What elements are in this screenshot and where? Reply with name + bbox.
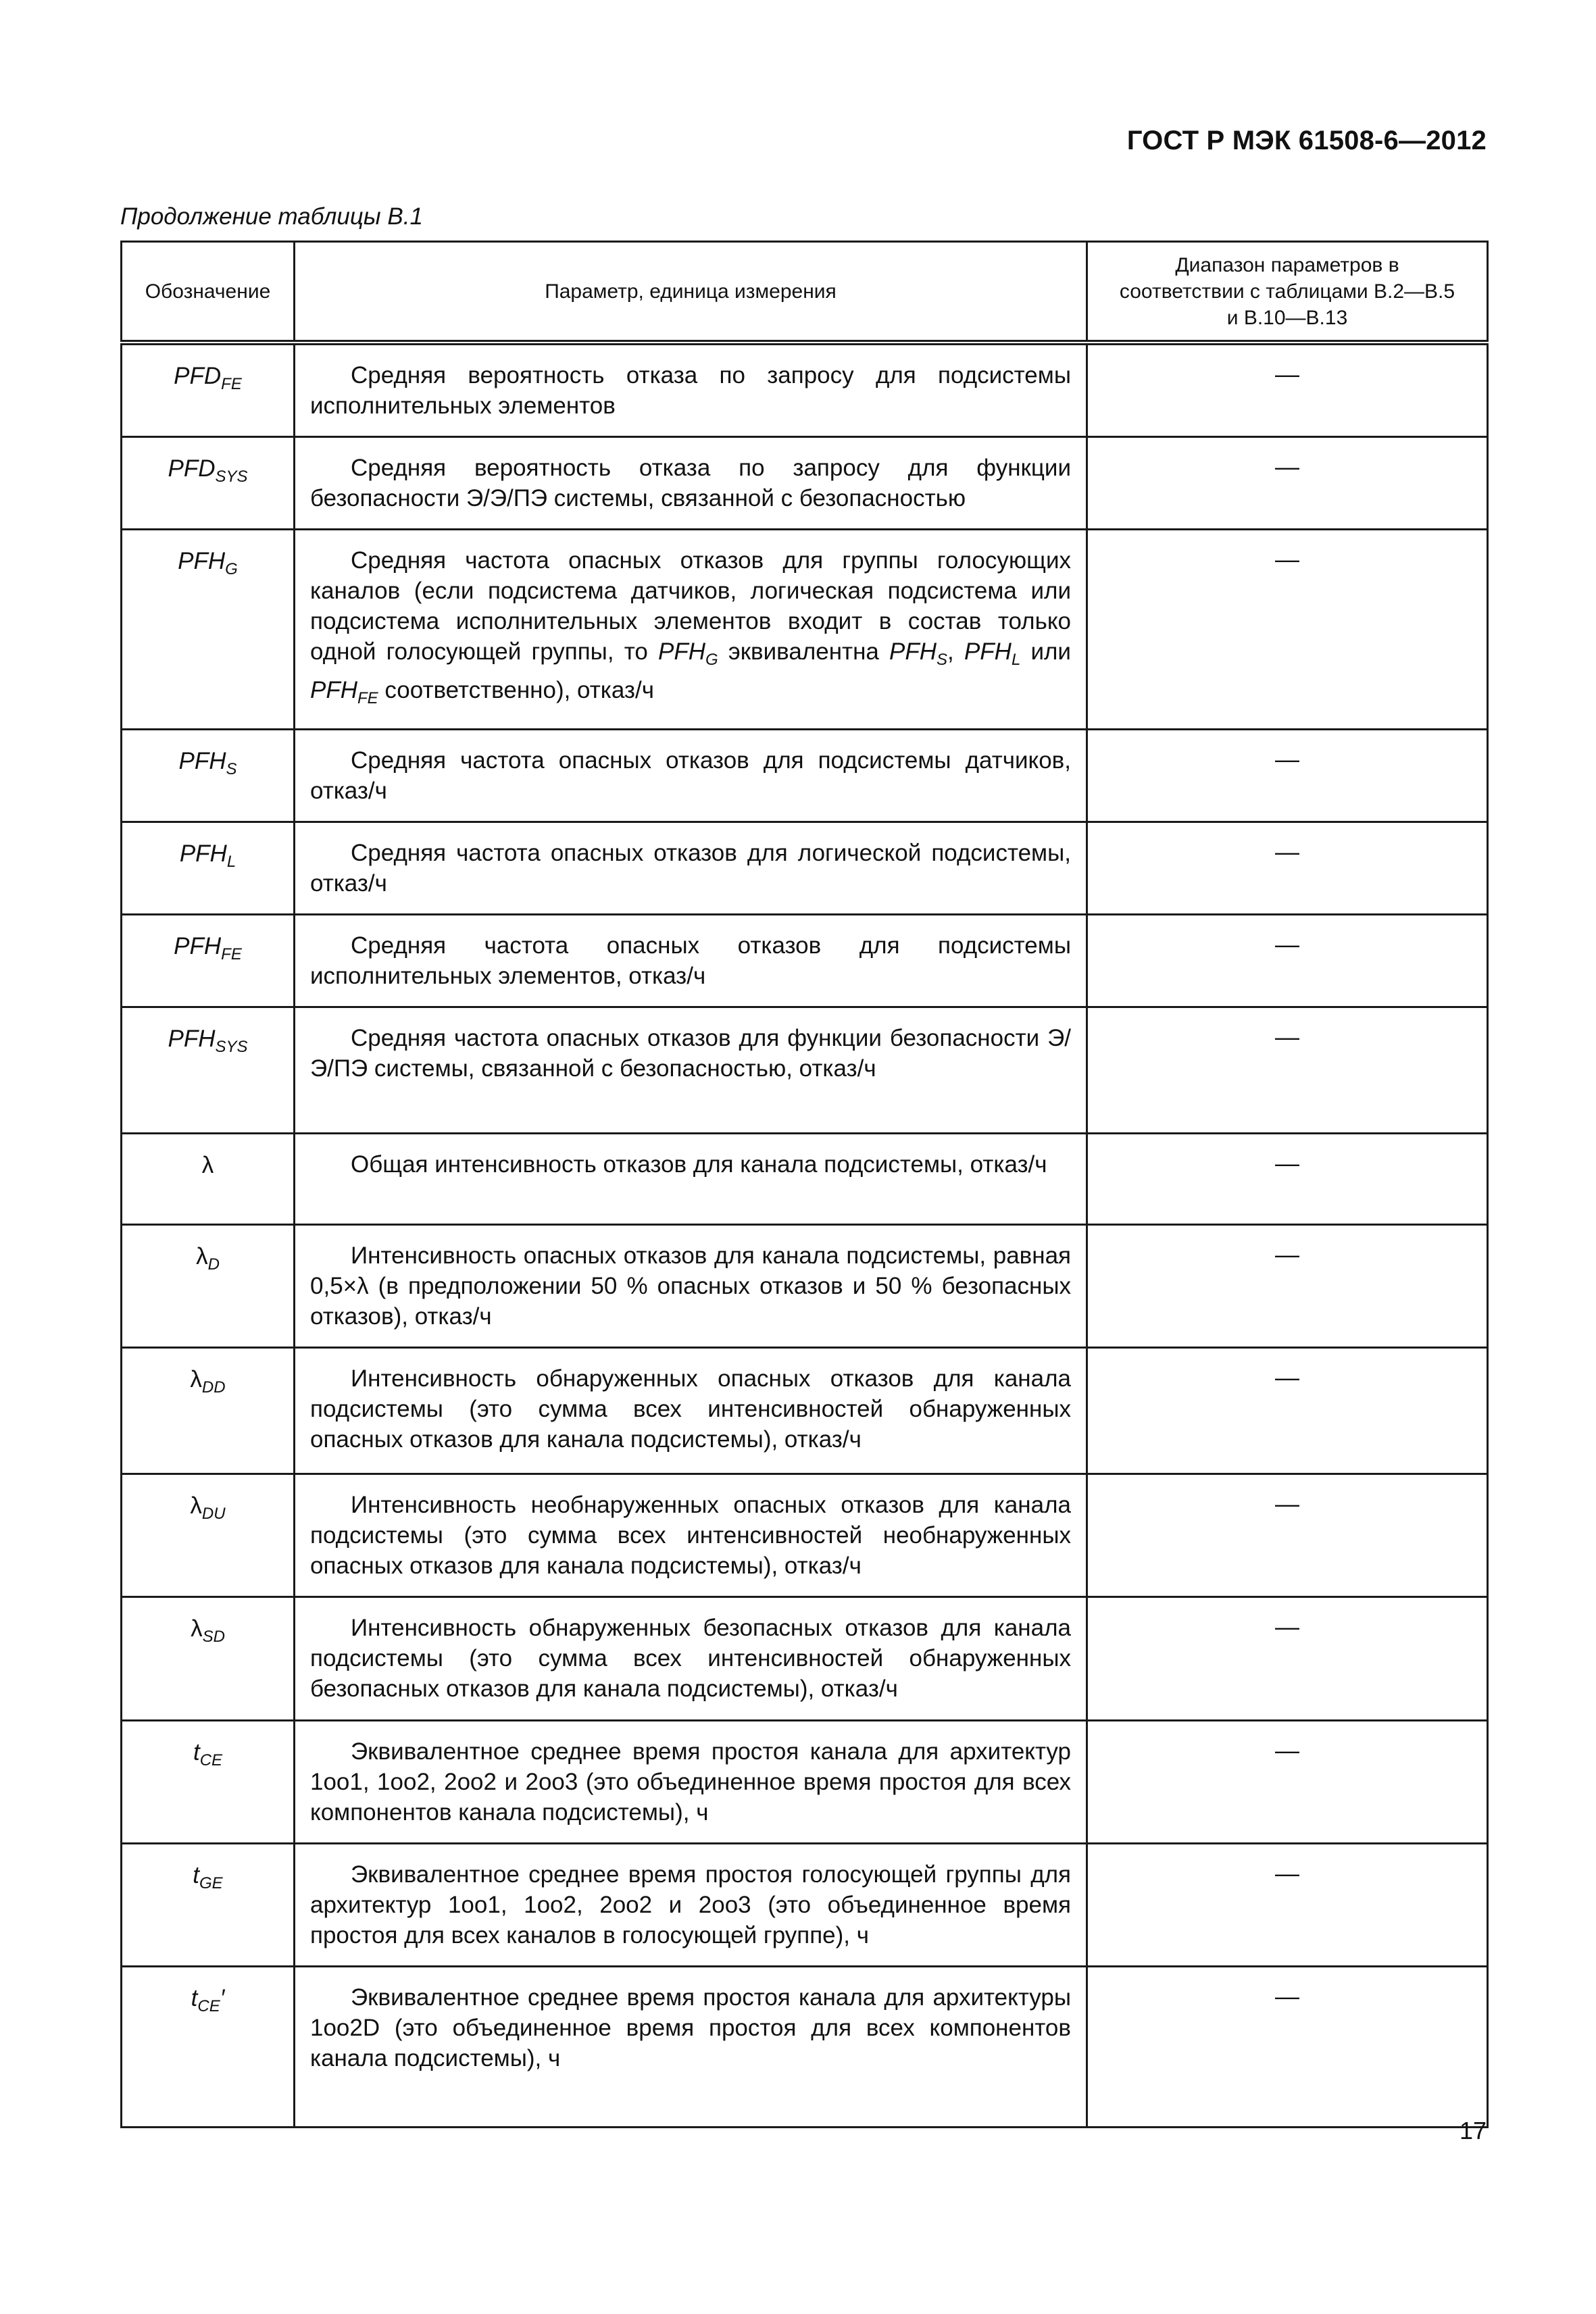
symbol-subscript: FE bbox=[221, 375, 242, 393]
symbol-subscript: S bbox=[226, 760, 237, 778]
symbol-cell bbox=[122, 1348, 295, 1474]
range-cell: — bbox=[1087, 343, 1488, 437]
symbol-text: PFH bbox=[174, 933, 222, 959]
table-header-row bbox=[122, 242, 1488, 343]
symbol-text: PFH bbox=[179, 840, 227, 867]
symbol-text: λ bbox=[201, 1152, 214, 1178]
symbol-subscript: CE bbox=[197, 1997, 220, 2015]
symbol-cell bbox=[122, 1134, 295, 1225]
table-row bbox=[122, 437, 1488, 530]
symbol-subscript: FE bbox=[221, 945, 242, 963]
table-row bbox=[122, 530, 1488, 730]
description-text: Средняя частота опасных отказов для подсистемы датчиков, отказ/ч bbox=[310, 747, 1071, 804]
description-cell bbox=[295, 1844, 1087, 1967]
inline-symbol: $PFH_{FE}$ bbox=[310, 677, 378, 707]
range-cell: — bbox=[1087, 1844, 1488, 1967]
table-row bbox=[122, 1007, 1488, 1134]
table-row bbox=[122, 1474, 1488, 1597]
table-caption: Продолжение таблицы B.1 bbox=[120, 203, 423, 230]
symbol-cell bbox=[122, 437, 295, 530]
description-text: Средняя частота опасных отказов для логической подсистемы, отказ/ч bbox=[310, 840, 1071, 897]
table-row bbox=[122, 1134, 1488, 1225]
symbol-text: λ bbox=[191, 1615, 203, 1642]
description-text: Эквивалентное среднее время простоя канала для архитектуры 1oo2D (это объединенное время простоя для всех компонентов канала подсистемы), ч bbox=[310, 1984, 1071, 2071]
symbol-text: t bbox=[193, 1862, 200, 1888]
description-cell bbox=[295, 822, 1087, 915]
description-cell bbox=[295, 730, 1087, 822]
description-cell bbox=[295, 437, 1087, 530]
symbol-cell bbox=[122, 343, 295, 437]
column-header-symbol: Обозначение bbox=[122, 242, 295, 343]
range-cell: — bbox=[1087, 1348, 1488, 1474]
symbol-cell bbox=[122, 730, 295, 822]
column-header-parameter: Параметр, единица измерения bbox=[295, 242, 1087, 343]
symbol-suffix: ′ bbox=[220, 1985, 225, 2011]
description-cell bbox=[295, 1474, 1087, 1597]
description-text: Средняя частота опасных отказов для подсистемы исполнительных элементов, отказ/ч bbox=[310, 932, 1071, 989]
range-cell: — bbox=[1087, 822, 1488, 915]
description-cell bbox=[295, 1225, 1087, 1348]
parameters-table bbox=[120, 241, 1489, 2128]
symbol-subscript: L bbox=[226, 853, 236, 871]
symbol-cell bbox=[122, 1007, 295, 1134]
description-text: Эквивалентное среднее время простоя канала для архитектур 1oo1, 1oo2, 2oo2 и 2oo3 (это объединенное время простоя для всех компонентов канала подсистемы), ч bbox=[310, 1738, 1071, 1826]
range-cell: — bbox=[1087, 530, 1488, 730]
symbol-cell bbox=[122, 915, 295, 1007]
symbol-cell bbox=[122, 1225, 295, 1348]
description-text: Средняя частота опасных отказов для функции безопасности Э/Э/ПЭ системы, связанной с безопасностью, отказ/ч bbox=[310, 1025, 1071, 1082]
table-row bbox=[122, 1967, 1488, 2128]
range-cell: — bbox=[1087, 1474, 1488, 1597]
description-cell bbox=[295, 1348, 1087, 1474]
symbol-text: PFD bbox=[168, 455, 216, 482]
symbol-text: t bbox=[193, 1739, 200, 1765]
symbol-cell bbox=[122, 530, 295, 730]
description-text: Интенсивность обнаруженных опасных отказов для канала подсистемы (это сумма всех интенсивностей обнаруженных опасных отказов для канала подсистемы), отказ/ч bbox=[310, 1365, 1071, 1453]
symbol-cell bbox=[122, 1474, 295, 1597]
range-cell: — bbox=[1087, 1721, 1488, 1844]
symbol-text: PFH bbox=[168, 1026, 216, 1052]
symbol-subscript: DD bbox=[201, 1378, 226, 1397]
symbol-subscript: SD bbox=[202, 1628, 225, 1646]
description-text: Интенсивность обнаруженных безопасных отказов для канала подсистемы (это сумма всех интенсивностей обнаруженных безопасных отказов для канала подсистемы), отказ/ч bbox=[310, 1615, 1071, 1702]
range-cell: — bbox=[1087, 1007, 1488, 1134]
symbol-cell bbox=[122, 1721, 295, 1844]
symbol-cell bbox=[122, 1967, 295, 2128]
range-cell: — bbox=[1087, 915, 1488, 1007]
symbol-subscript: DU bbox=[201, 1505, 226, 1523]
table-body bbox=[122, 343, 1488, 2128]
table-row bbox=[122, 1597, 1488, 1721]
table-row bbox=[122, 343, 1488, 437]
description-text: Общая интенсивность отказов для канала подсистемы, отказ/ч bbox=[351, 1151, 1047, 1178]
page-number: 17 bbox=[1459, 2117, 1487, 2144]
description-text: Эквивалентное среднее время простоя голосующей группы для архитектур 1oo1, 1oo2, 2oo2 и 2oo3 (это объединенное время простоя для всех каналов в голосующей группе), ч bbox=[310, 1861, 1071, 1948]
column-header-range: Диапазон параметров в соответствии с таблицами B.2—B.5 и B.10—B.13 bbox=[1087, 242, 1488, 343]
symbol-subscript: G bbox=[225, 560, 238, 578]
symbol-text: λ bbox=[196, 1243, 208, 1269]
symbol-cell bbox=[122, 1597, 295, 1721]
symbol-text: t bbox=[191, 1985, 198, 2011]
symbol-text: λ bbox=[190, 1366, 202, 1392]
symbol-text: PFH bbox=[178, 748, 226, 774]
inline-symbol: $PFH_L$ bbox=[964, 638, 1021, 669]
range-cell: — bbox=[1087, 730, 1488, 822]
description-cell bbox=[295, 1967, 1087, 2128]
range-cell: — bbox=[1087, 1134, 1488, 1225]
symbol-subscript: CE bbox=[199, 1751, 223, 1769]
symbol-subscript: D bbox=[207, 1255, 220, 1274]
symbol-text: PFD bbox=[174, 363, 222, 389]
inline-symbol: $PFH_S$ bbox=[889, 638, 948, 669]
table-row bbox=[122, 1844, 1488, 1967]
table-row bbox=[122, 822, 1488, 915]
description-cell bbox=[295, 343, 1087, 437]
range-cell: — bbox=[1087, 1225, 1488, 1348]
description-cell bbox=[295, 530, 1087, 730]
description-text: Средняя вероятность отказа по запросу для функции безопасности Э/Э/ПЭ системы, связанной с безопасностью bbox=[310, 455, 1071, 511]
table-row bbox=[122, 1721, 1488, 1844]
range-cell: — bbox=[1087, 1967, 1488, 2128]
description-cell bbox=[295, 1134, 1087, 1225]
table-row bbox=[122, 730, 1488, 822]
symbol-text: λ bbox=[190, 1492, 202, 1519]
description-text: Средняя вероятность отказа по запросу для подсистемы исполнительных элементов bbox=[310, 362, 1071, 419]
description-cell bbox=[295, 1721, 1087, 1844]
table-row bbox=[122, 915, 1488, 1007]
description-cell bbox=[295, 915, 1087, 1007]
symbol-subscript: SYS bbox=[215, 468, 248, 486]
document-code: ГОСТ Р МЭК 61508-6—2012 bbox=[1126, 126, 1487, 155]
symbol-cell bbox=[122, 822, 295, 915]
description-cell bbox=[295, 1597, 1087, 1721]
symbol-subscript: SYS bbox=[215, 1038, 248, 1056]
range-cell: — bbox=[1087, 1597, 1488, 1721]
symbol-cell bbox=[122, 1844, 295, 1967]
description-text: Средняя частота опасных отказов для группы голосующих каналов (если подсистема датчиков, логическая подсистема или подсистема исполнительных элементов входит в состав только одной голосующей группы, то $PFH_G$ эквивалентна $PFH_S$, $PFH_L$ или $PFH_{FE}$ соответственно), отказ/ч bbox=[310, 547, 1071, 707]
symbol-text: PFH bbox=[178, 548, 226, 574]
range-cell: — bbox=[1087, 437, 1488, 530]
inline-symbol: $PFH_G$ bbox=[658, 638, 718, 669]
description-text: Интенсивность необнаруженных опасных отказов для канала подсистемы (это сумма всех интенсивностей необнаруженных опасных отказов для канала подсистемы), отказ/ч bbox=[310, 1492, 1071, 1579]
table-row bbox=[122, 1225, 1488, 1348]
description-cell bbox=[295, 1007, 1087, 1134]
symbol-subscript: GE bbox=[199, 1874, 223, 1892]
description-text: Интенсивность опасных отказов для канала подсистемы, равная 0,5×λ (в предположении 50 % опасных отказов и 50 % безопасных отказов), отказ/ч bbox=[310, 1242, 1071, 1330]
table-row bbox=[122, 1348, 1488, 1474]
